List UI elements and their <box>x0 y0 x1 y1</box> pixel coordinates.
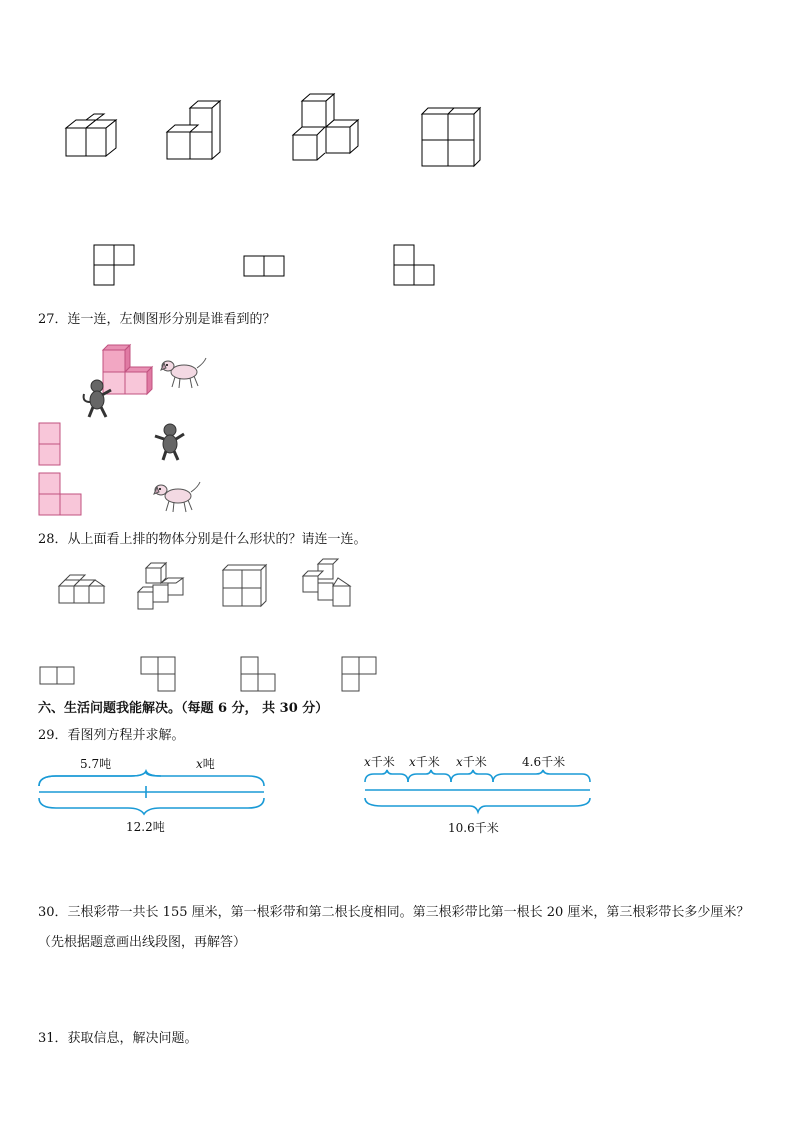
q28-object-1 <box>56 572 106 610</box>
q28-object-3 <box>220 562 270 610</box>
q28-view-4 <box>341 656 379 694</box>
diagram2-braces <box>362 768 596 824</box>
diagram1-part-b: x吨 <box>196 757 215 771</box>
q28-view-1 <box>39 666 77 686</box>
view-shape-1 <box>93 244 137 288</box>
dog-icon-2 <box>150 478 202 516</box>
dog-icon <box>158 355 208 391</box>
view-shape-2 <box>243 255 287 279</box>
diagram2-seg4: 4.6千米 <box>522 755 566 769</box>
q28-object-2 <box>136 560 186 612</box>
cube-figure-3 <box>288 92 368 164</box>
cube-figure-4 <box>418 104 488 169</box>
cube-figure-2 <box>162 98 232 163</box>
diagram2-seg3: x千米 <box>456 755 487 769</box>
view-shape-3 <box>393 244 437 288</box>
diagram2-total: 10.6千米 <box>448 821 499 835</box>
question-31: 31．获取信息，解决问题。 <box>38 1031 198 1046</box>
answer-view-l-shape <box>38 472 84 516</box>
q28-object-4 <box>300 556 356 610</box>
monkey-icon <box>80 378 116 420</box>
diagram1-part-a: 5.7吨 <box>80 757 112 771</box>
question-28: 28．从上面看上排的物体分别是什么形状的？请连一连。 <box>38 532 367 547</box>
diagram2-seg2: x千米 <box>409 755 440 769</box>
diagram2-seg1: x千米 <box>364 755 395 769</box>
question-27: 27．连一连，左侧图形分别是谁看到的？ <box>38 312 276 327</box>
question-29: 29．看图列方程并求解。 <box>38 728 185 743</box>
monkey-icon-2 <box>152 422 188 462</box>
answer-view-vertical <box>38 422 62 466</box>
question-30: 30．三根彩带一共长 155 厘米，第一根彩带和第二根长度相同。第三根彩带比第一根长 20 厘米，第三根彩带长多少厘米？（先根据题意画出线段图，再解答） <box>38 905 750 950</box>
diagram1-total: 12.2吨 <box>126 820 165 834</box>
section-6-heading: 六、生活问题我能解决。（每题 6 分， 共 30 分） <box>38 701 329 716</box>
cube-figure-1 <box>60 108 130 163</box>
q28-view-3 <box>240 656 278 694</box>
q28-view-2 <box>140 656 178 694</box>
